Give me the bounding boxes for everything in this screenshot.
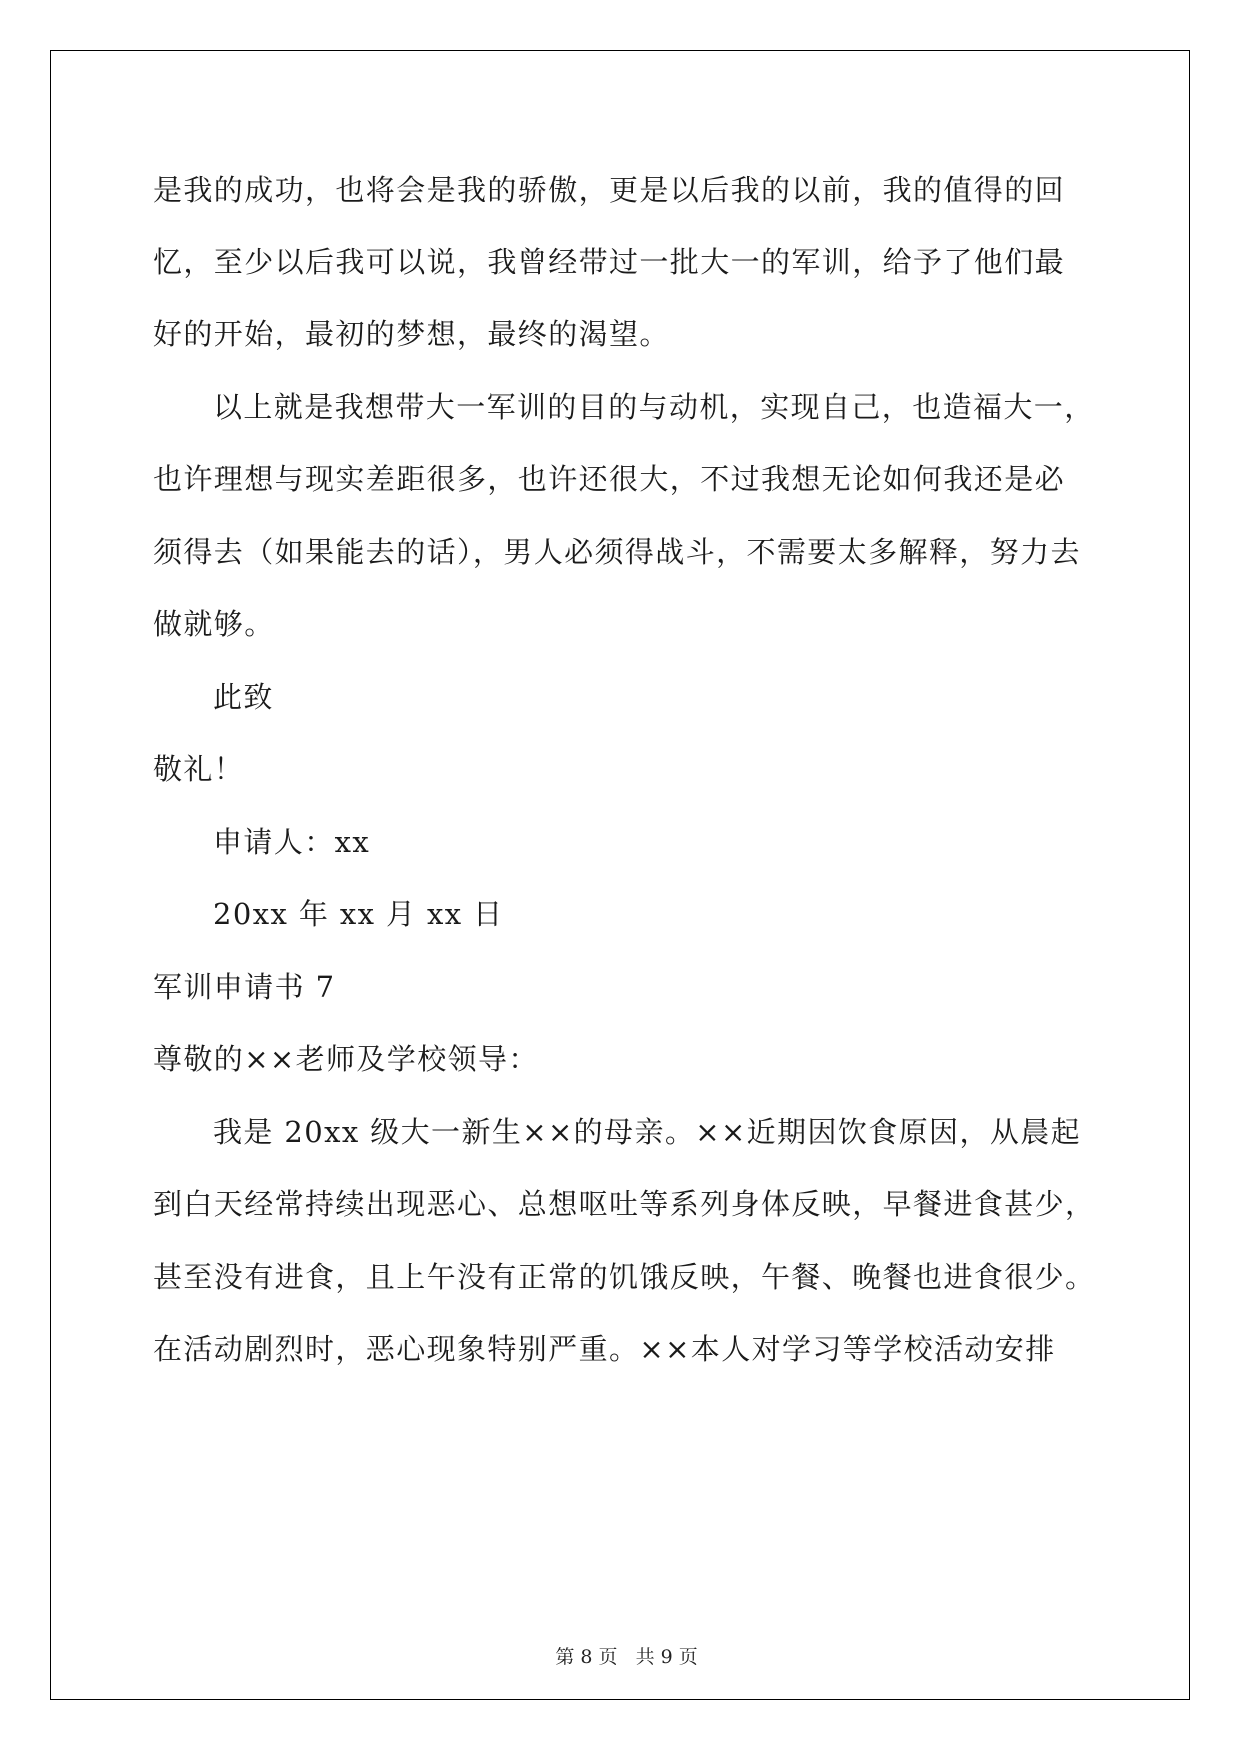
page-number: 第 8 页 共 9 页 [555, 1646, 698, 1668]
body-line: 须得去（如果能去的话），男人必须得战斗，不需要太多解释，努力去 [153, 535, 1081, 569]
body-line: 在活动剧烈时，恶心现象特别严重。××本人对学习等学校活动安排 [153, 1332, 1056, 1366]
greeting: 尊敬的××老师及学校领导： [153, 1042, 539, 1076]
body-line: 忆，至少以后我可以说，我曾经带过一批大一的军训，给予了他们最 [153, 245, 1066, 279]
body-line: 以上就是我想带大一军训的目的与动机，实现自己，也造福大一， [213, 390, 1095, 424]
body-line: 是我的成功，也将会是我的骄傲，更是以后我的以前，我的值得的回 [153, 173, 1066, 207]
closing-regards: 敬礼！ [153, 752, 245, 786]
page-border [50, 50, 1190, 1700]
body-line: 做就够。 [153, 607, 275, 641]
body-line: 甚至没有进食，且上午没有正常的饥饿反映，午餐、晚餐也进食很少。 [153, 1260, 1096, 1294]
section-title: 军训申请书 7 [153, 970, 336, 1004]
body-line: 好的开始，最初的梦想，最终的渴望。 [153, 317, 670, 351]
closing-salutation: 此致 [213, 680, 274, 714]
date-line: 20xx 年 xx 月 xx 日 [213, 897, 504, 931]
page-footer [0, 1620, 1241, 1669]
applicant-signature: 申请人：xx [213, 825, 371, 859]
body-line: 也许理想与现实差距很多，也许还很大，不过我想无论如何我还是必 [153, 462, 1066, 496]
body-line: 到白天经常持续出现恶心、总想呕吐等系列身体反映，早餐进食甚少， [153, 1187, 1096, 1221]
body-line: 我是 20xx 级大一新生××的母亲。××近期因饮食原因，从晨起 [213, 1115, 1082, 1149]
